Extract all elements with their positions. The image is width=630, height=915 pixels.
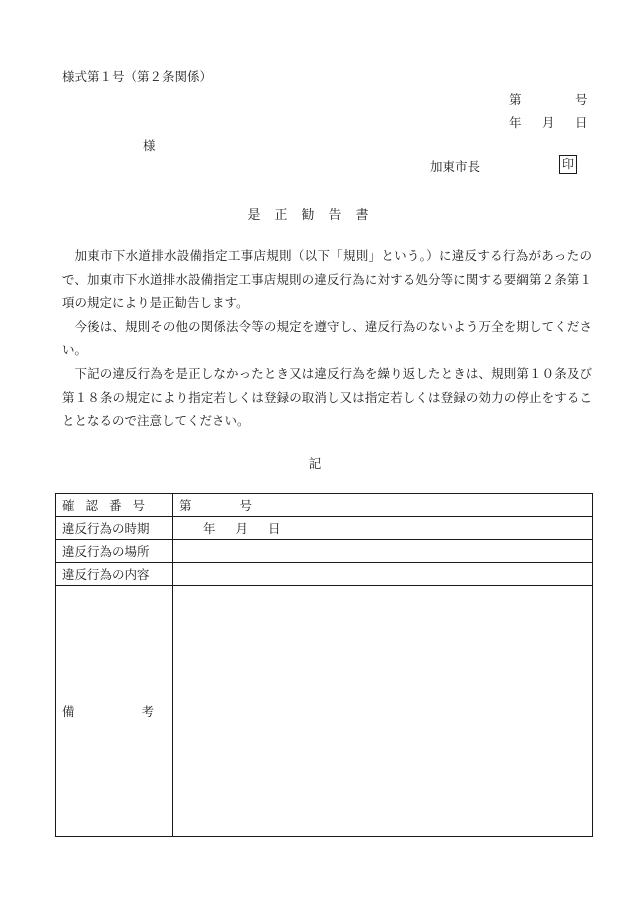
table-row bbox=[56, 517, 593, 540]
violation-period-label: 違反行為の時期 bbox=[56, 517, 173, 540]
addressee-suffix: 様 bbox=[143, 138, 156, 153]
remarks-label-left: 備 bbox=[62, 704, 75, 719]
period-month: 月 bbox=[235, 521, 249, 536]
violation-place-cell bbox=[173, 540, 593, 563]
ki-heading: 記 bbox=[308, 456, 322, 471]
period-year: 年 bbox=[203, 521, 216, 536]
seal-mark: 印 bbox=[559, 155, 577, 174]
violation-info-table bbox=[55, 493, 593, 837]
confirm-number-cell bbox=[173, 494, 593, 517]
violation-content-label: 違反行為の内容 bbox=[56, 563, 173, 586]
violation-place-label: 違反行為の場所 bbox=[56, 540, 173, 563]
issuer-name: 加東市長 bbox=[430, 159, 481, 174]
number-suffix: 号 bbox=[575, 92, 588, 107]
confirm-suffix: 号 bbox=[239, 498, 253, 513]
remarks-label bbox=[56, 586, 173, 837]
confirm-number-label: 確認番号 bbox=[56, 494, 173, 517]
date-year: 年 bbox=[509, 115, 522, 130]
table-row bbox=[56, 586, 593, 837]
table-row bbox=[56, 563, 593, 586]
violation-period-cell bbox=[173, 517, 593, 540]
body-text bbox=[62, 244, 592, 433]
body-paragraph: 今後は、規則その他の関係法令等の規定を遵守し、違反行為のないよう万全を期してください。 bbox=[62, 318, 592, 358]
confirm-prefix: 第 bbox=[179, 498, 192, 513]
number-prefix: 第 bbox=[509, 92, 522, 107]
body-paragraph: 加東市下水道排水設備指定工事店規則（以下「規則」という。）に違反する行為があったので、加東市下水道排水設備指定工事店規則の違反行為に対する処分等に関する要綱第２条第１項の規定により是正勧告します。 bbox=[62, 248, 592, 311]
violation-content-cell bbox=[173, 563, 593, 586]
form-number: 様式第１号（第２条関係） bbox=[62, 69, 213, 84]
body-paragraph: 下記の違反行為を是正しなかったとき又は違反行為を繰り返したときは、規則第１０条及び第１８条の規定により指定若しくは登録の取消し又は指定若しくは登録の効力の停止をすることとなるので注意してください。 bbox=[62, 365, 592, 429]
period-day: 日 bbox=[268, 521, 281, 536]
date-day: 日 bbox=[575, 115, 588, 130]
table-row bbox=[56, 540, 593, 563]
remarks-cell bbox=[173, 586, 593, 837]
document-title: 是正勧告書 bbox=[247, 208, 383, 223]
date-month: 月 bbox=[542, 115, 555, 130]
remarks-label-right: 考 bbox=[141, 704, 154, 719]
table-row bbox=[56, 494, 593, 517]
